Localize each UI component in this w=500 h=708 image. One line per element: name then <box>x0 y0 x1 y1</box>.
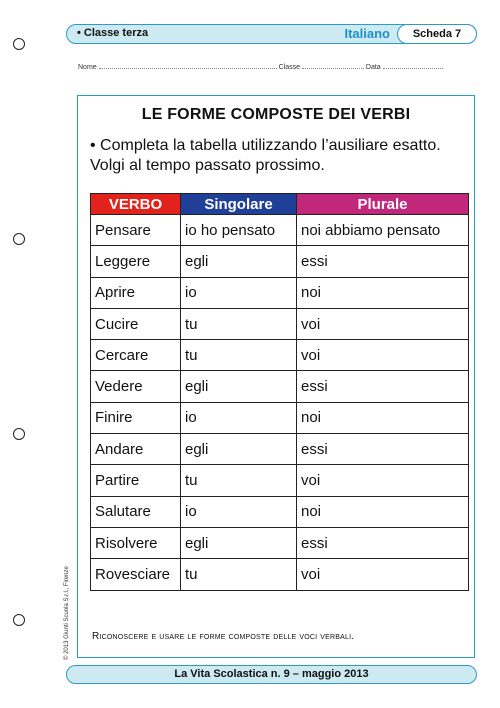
table-row <box>91 465 469 496</box>
singular-cell[interactable]: tu <box>181 465 297 496</box>
plural-cell[interactable]: noi <box>297 402 469 433</box>
class-level-label: • Classe terza <box>77 27 149 39</box>
verb-cell: Risolvere <box>91 527 181 558</box>
binder-hole-3 <box>13 428 25 440</box>
singular-cell[interactable]: tu <box>181 340 297 371</box>
singular-cell[interactable]: io ho pensato <box>181 215 297 246</box>
name-field[interactable] <box>99 62 277 69</box>
exercise-title: LE FORME COMPOSTE DEI VERBI <box>141 106 411 123</box>
verb-cell: Leggere <box>91 246 181 277</box>
verb-cell: Andare <box>91 434 181 465</box>
plural-cell[interactable]: voi <box>297 465 469 496</box>
header-verbo: VERBO <box>91 194 181 215</box>
verb-cell: Aprire <box>91 277 181 308</box>
singular-cell[interactable]: tu <box>181 308 297 339</box>
sheet-number-badge: Scheda 7 <box>397 24 477 44</box>
table-row <box>91 371 469 402</box>
plural-cell[interactable]: noi <box>297 277 469 308</box>
student-info-fields <box>78 62 468 71</box>
verbs-table <box>90 193 469 591</box>
table-row <box>91 402 469 433</box>
singular-cell[interactable]: egli <box>181 434 297 465</box>
binder-hole-4 <box>13 614 25 626</box>
table-row <box>91 434 469 465</box>
singular-cell[interactable]: io <box>181 277 297 308</box>
table-row <box>91 246 469 277</box>
plural-cell[interactable]: essi <box>297 434 469 465</box>
singular-cell[interactable]: tu <box>181 559 297 590</box>
copyright-notice: © 2013 Giunti Scuola S.r.l., Firenze <box>64 566 70 660</box>
verb-cell: Cercare <box>91 340 181 371</box>
singular-cell[interactable]: egli <box>181 527 297 558</box>
header-plurale: Plurale <box>297 194 469 215</box>
singular-cell[interactable]: egli <box>181 246 297 277</box>
plural-cell[interactable]: essi <box>297 246 469 277</box>
name-label: Nome <box>78 64 97 71</box>
header-bar <box>66 24 477 44</box>
table-row <box>91 340 469 371</box>
verb-cell: Partire <box>91 465 181 496</box>
verb-cell: Finire <box>91 402 181 433</box>
singular-cell[interactable]: egli <box>181 371 297 402</box>
subject-label: Italiano <box>344 26 390 41</box>
table-row <box>91 308 469 339</box>
plural-cell[interactable]: voi <box>297 559 469 590</box>
plural-cell[interactable]: essi <box>297 371 469 402</box>
verb-cell: Rovesciare <box>91 559 181 590</box>
verb-cell: Salutare <box>91 496 181 527</box>
header-singolare: Singolare <box>181 194 297 215</box>
plural-cell[interactable]: noi <box>297 496 469 527</box>
learning-objective: Riconoscere e usare le forme composte delle voci verbali. <box>92 631 355 642</box>
verb-cell: Pensare <box>91 215 181 246</box>
class-field[interactable] <box>302 62 364 69</box>
table-row <box>91 527 469 558</box>
plural-cell[interactable]: voi <box>297 340 469 371</box>
plural-cell[interactable]: essi <box>297 527 469 558</box>
binder-hole-2 <box>13 233 25 245</box>
plural-cell[interactable]: voi <box>297 308 469 339</box>
verb-cell: Cucire <box>91 308 181 339</box>
table-row <box>91 215 469 246</box>
table-row <box>91 277 469 308</box>
table-header-row <box>91 194 469 215</box>
table-row <box>91 496 469 527</box>
class-label: Classe <box>278 64 300 71</box>
date-field[interactable] <box>383 62 443 69</box>
exercise-instruction: • Completa la tabella utilizzando l’ausiliare esatto. Volgi al tempo passato prossimo. <box>90 137 441 174</box>
binder-hole-1 <box>13 38 25 50</box>
exercise-card <box>77 95 475 658</box>
date-label: Data <box>365 64 381 71</box>
singular-cell[interactable]: io <box>181 496 297 527</box>
singular-cell[interactable]: io <box>181 402 297 433</box>
plural-cell[interactable]: noi abbiamo pensato <box>297 215 469 246</box>
table-row <box>91 559 469 590</box>
verb-cell: Vedere <box>91 371 181 402</box>
footer-bar: La Vita Scolastica n. 9 – maggio 2013 <box>66 665 477 684</box>
